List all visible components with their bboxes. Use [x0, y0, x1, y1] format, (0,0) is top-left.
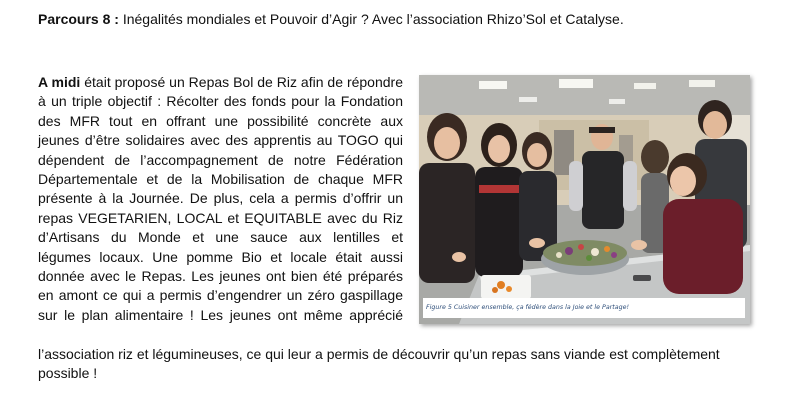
paragraph-line: sur le plan alimentaire ! Les jeunes ont même apprécié — [38, 306, 403, 323]
paragraph-line: jeunes d’être solidaires avec des apprentis au TOGO qui — [38, 132, 403, 149]
cooking-photo-illustration — [419, 75, 750, 324]
paragraph-line: A midi était proposé un Repas Bol de Riz afin de répondre — [38, 74, 403, 90]
paragraph-line: d’Artisans du Monde et une sauce aux lentilles et — [38, 229, 403, 246]
paragraph-line: donnée avec le Repas. Les jeunes ont bien été préparés — [38, 267, 403, 284]
paragraph-line: possible ! — [38, 365, 98, 382]
paragraph-line: repas VEGETARIEN, LOCAL et EQUITABLE avec du Riz — [38, 209, 403, 226]
paragraph-continuation — [38, 345, 768, 384]
paragraph-line: présente à la Journée. De plus, cela a permis d’offrir un — [38, 190, 403, 207]
paragraph-line: en amont ce qui a permis d’engendrer un zéro gaspillage — [38, 287, 403, 304]
heading-label: Parcours 8 : — [38, 11, 119, 27]
section-heading — [38, 10, 624, 28]
figure-caption: Figure 5 Cuisiner ensemble, ça fédère dans la Joie et le Partage! — [423, 298, 745, 318]
paragraph-line: Départementale et de la Mobilisation de chaque MFR — [38, 170, 403, 187]
cooking-photo — [419, 75, 750, 324]
heading-title: Inégalités mondiales et Pouvoir d’Agir ? Avec l’association Rhizo’Sol et Catalyse. — [118, 11, 624, 27]
paragraph-column — [38, 73, 403, 325]
paragraph-line: l’association riz et légumineuses, ce qui leur a permis de découvrir qu’un repas sans viande est complètement — [38, 346, 720, 362]
paragraph-line: dépendent de l’accompagnement de notre Fédération — [38, 151, 403, 168]
paragraph-line: des MFR tout en offrant une possibilité concrète aux — [38, 112, 403, 129]
paragraph-line: légumes locaux. Une pomme Bio et locale était aussi — [38, 248, 403, 265]
paragraph-line: à un triple objectif : Récolter des fonds pour la Fondation — [38, 93, 403, 110]
paragraph-lead: A midi — [38, 74, 81, 90]
